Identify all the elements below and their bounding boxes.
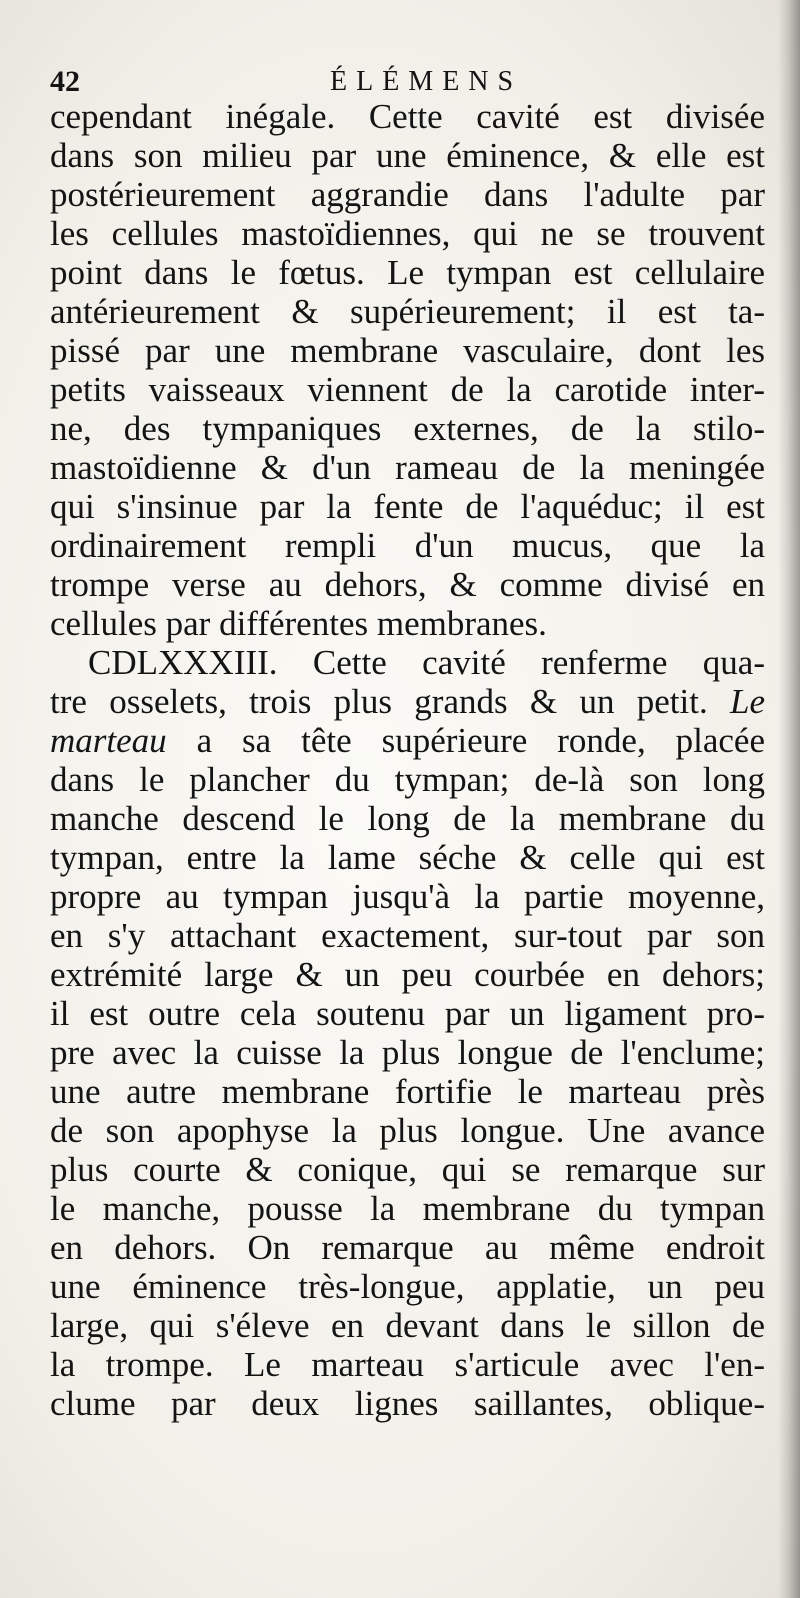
text-line: extrémité large & un peu courbée en dehors; — [50, 955, 765, 994]
page-number: 42 — [50, 65, 80, 98]
text-line: en dehors. On remarque au même endroit — [50, 1228, 765, 1267]
text-line: en s'y attachant exactement, sur-tout par son — [50, 916, 765, 955]
text-line: dans son milieu par une éminence, & elle est — [50, 136, 765, 175]
text-line: large, qui s'éleve en devant dans le sillon de — [50, 1306, 765, 1345]
text-line: la trompe. Le marteau s'articule avec l'en- — [50, 1345, 765, 1384]
text-line: les cellules mastoïdiennes, qui ne se trouvent — [50, 214, 765, 253]
text-line: clume par deux lignes saillantes, oblique- — [50, 1384, 765, 1423]
text-line: tympan, entre la lame séche & celle qui est — [50, 838, 765, 877]
text-line: ordinairement rempli d'un mucus, que la — [50, 526, 765, 565]
text-line: pre avec la cuisse la plus longue de l'enclume; — [50, 1033, 765, 1072]
text-line: propre au tympan jusqu'à la partie moyenne, — [50, 877, 765, 916]
text-line: mastoïdienne & d'un rameau de la meningée — [50, 448, 765, 487]
text-line — [50, 721, 765, 760]
text-line: de son apophyse la plus longue. Une avance — [50, 1111, 765, 1150]
text-line: pissé par une membrane vasculaire, dont les — [50, 331, 765, 370]
text-line: point dans le fœtus. Le tympan est cellulaire — [50, 253, 765, 292]
page-header — [50, 62, 750, 102]
section-heading-line: CDLXXXIII. Cette cavité renferme qua- — [88, 643, 765, 682]
text-line: ne, des tympaniques externes, de la stilo- — [50, 409, 765, 448]
text-line: dans le plancher du tympan; de-là son long — [50, 760, 765, 799]
text-line: le manche, pousse la membrane du tympan — [50, 1189, 765, 1228]
text-line: une éminence très-longue, applatie, un peu — [50, 1267, 765, 1306]
text-line: petits vaisseaux viennent de la carotide inter- — [50, 370, 765, 409]
text-line: cellules par différentes membranes. — [50, 604, 547, 643]
italic-term: marteau — [50, 721, 167, 760]
italic-term: Le — [730, 682, 766, 721]
text-line: qui s'insinue par la fente de l'aquéduc; il est — [50, 487, 765, 526]
text-line: trompe verse au dehors, & comme divisé en — [50, 565, 765, 604]
text-line: cependant inégale. Cette cavité est divisée — [50, 97, 765, 136]
text-fragment: a sa tête supérieure ronde, placée — [196, 721, 765, 760]
text-line: manche descend le long de la membrane du — [50, 799, 765, 838]
text-line: il est outre cela soutenu par un ligament pro- — [50, 994, 765, 1033]
page-gutter-shadow — [778, 0, 800, 1598]
body-text — [50, 97, 765, 1423]
text-line: postérieurement aggrandie dans l'adulte par — [50, 175, 765, 214]
text-fragment: tre osselets, trois plus grands & un petit. — [50, 682, 708, 721]
running-title: ÉLÉMENS — [330, 66, 523, 97]
text-line — [50, 682, 765, 721]
text-line: une autre membrane fortifie le marteau près — [50, 1072, 765, 1111]
text-line: plus courte & conique, qui se remarque sur — [50, 1150, 765, 1189]
text-line: antérieurement & supérieurement; il est ta- — [50, 292, 765, 331]
